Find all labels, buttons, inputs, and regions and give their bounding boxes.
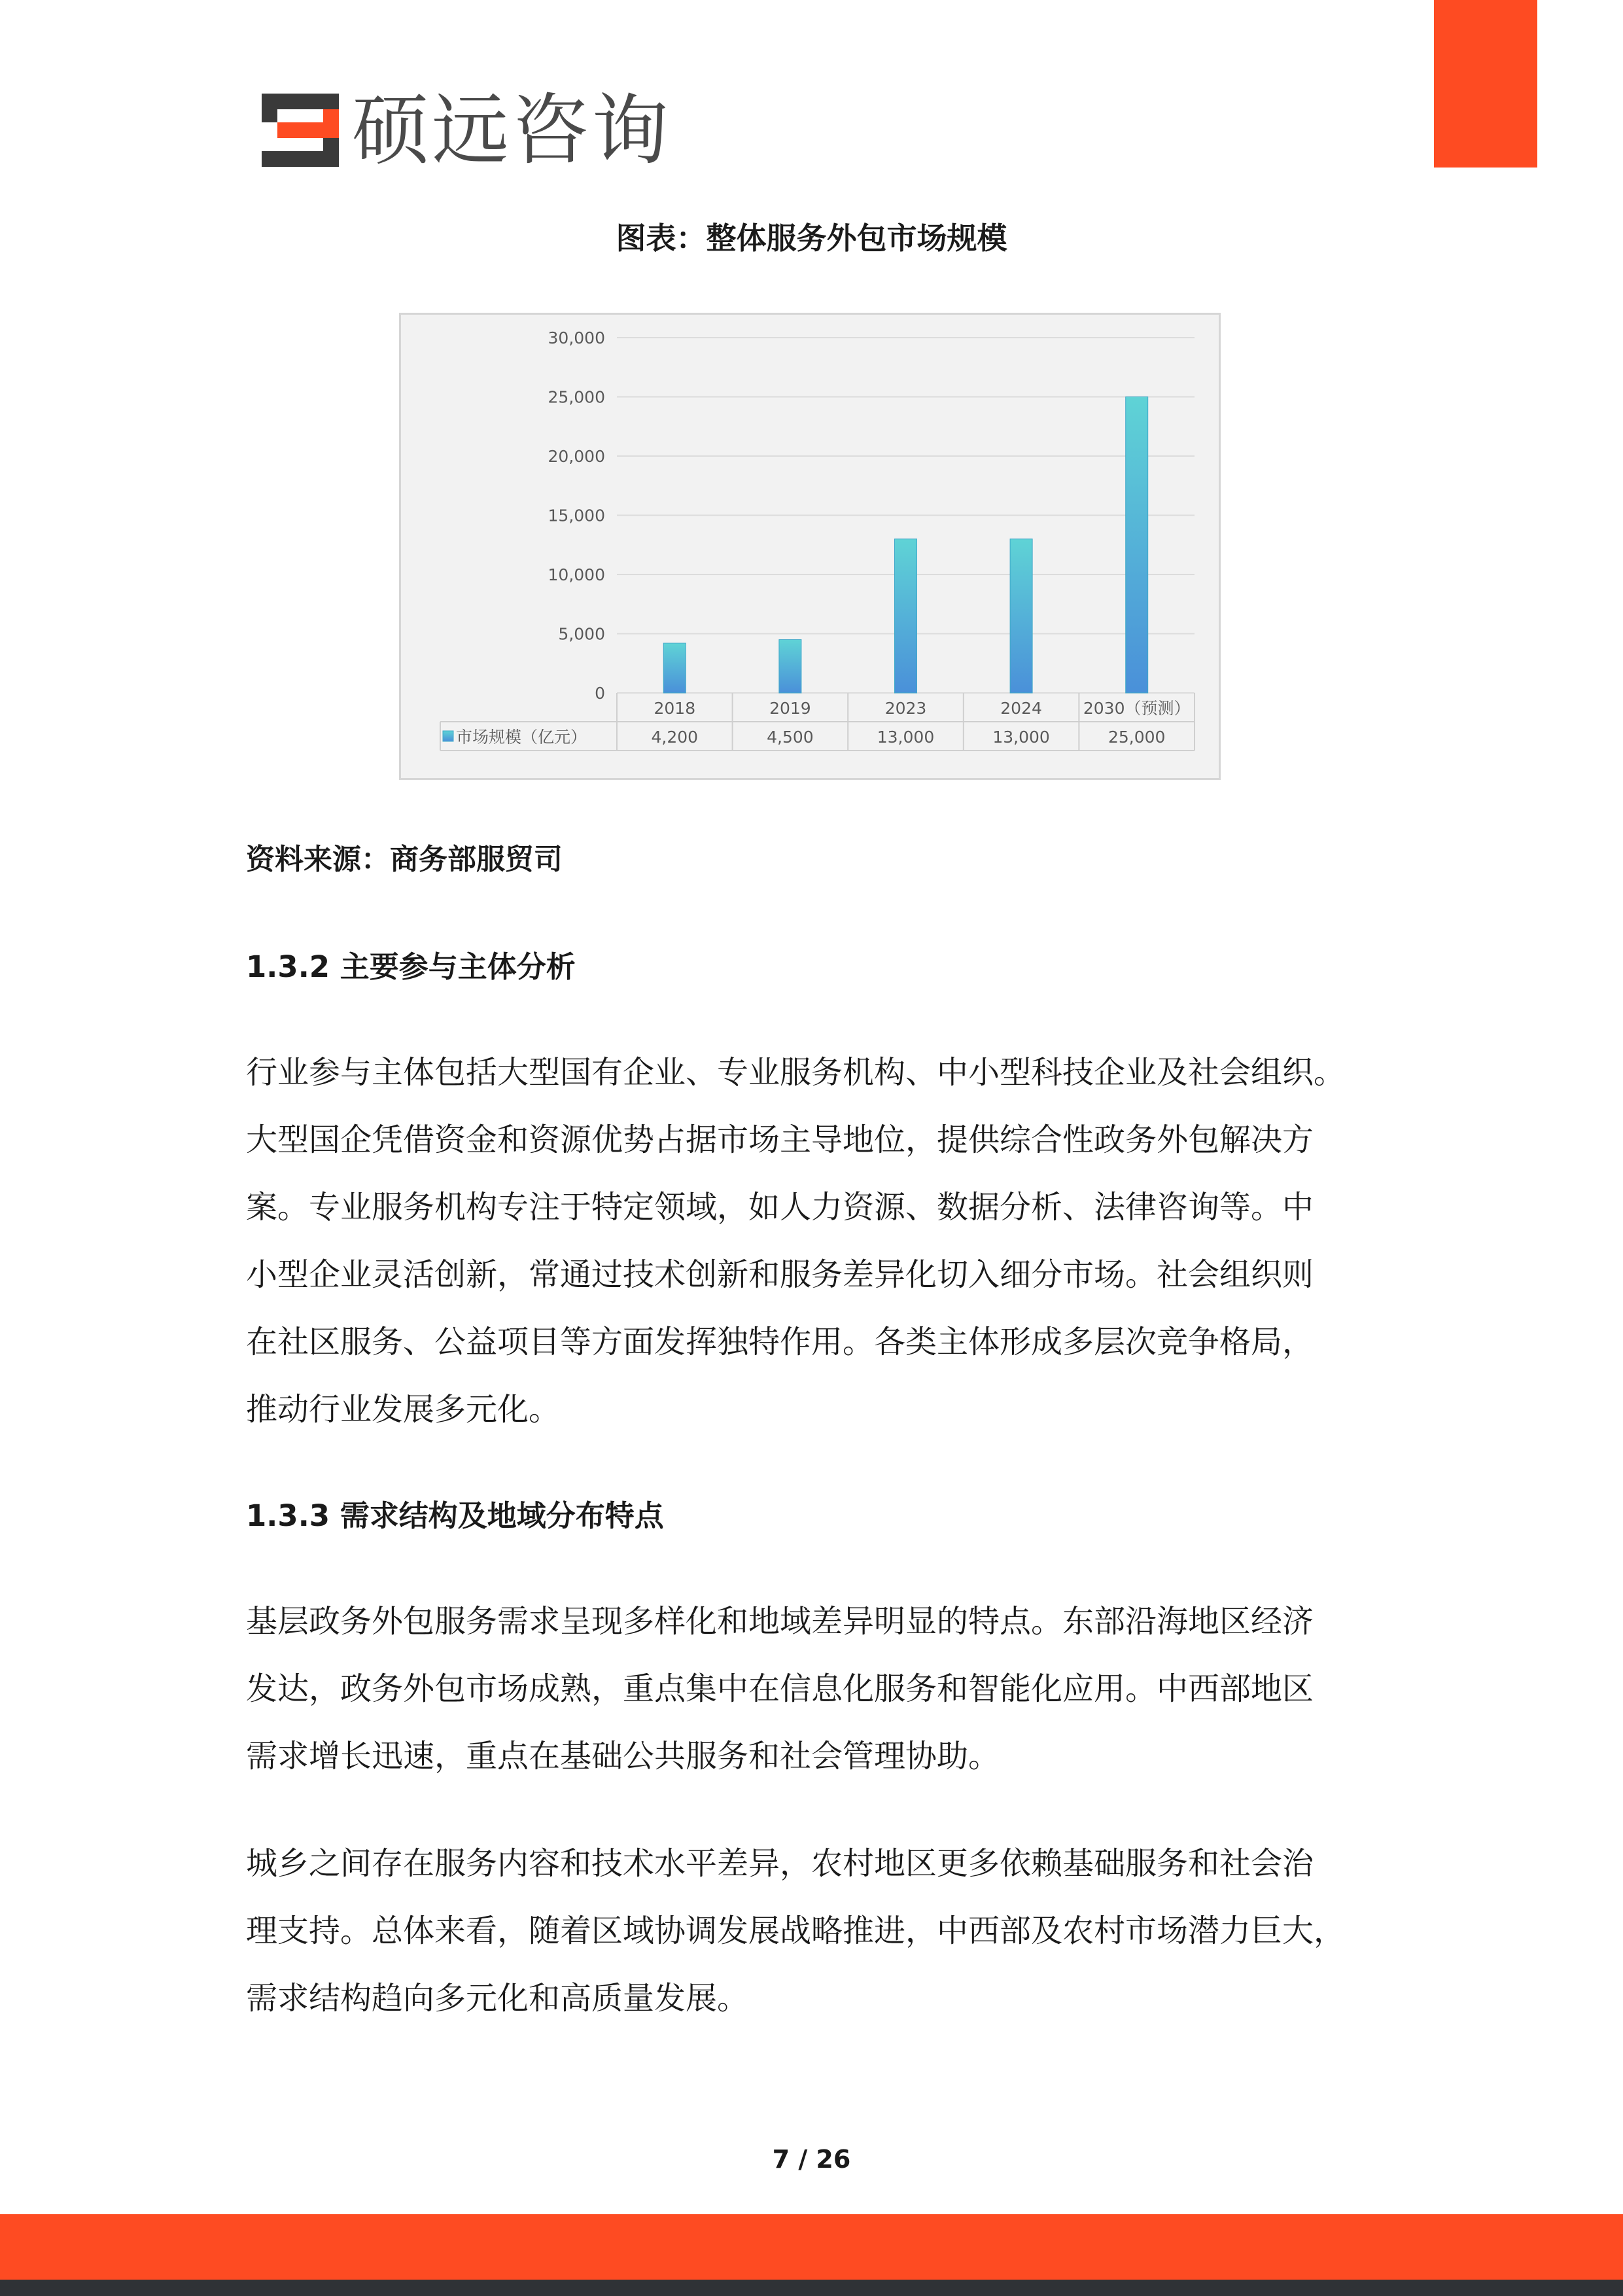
page-number: 7 / 26 [772, 2145, 851, 2174]
text-line: 大型国企凭借资金和资源优势占据市场主导地位，提供综合性政务外包解决方 [246, 1122, 1314, 1158]
y-tick-label: 25,000 [548, 387, 605, 407]
paragraph [246, 1830, 1397, 2032]
legend-key [443, 731, 453, 741]
paragraph [246, 1588, 1397, 1790]
y-tick-label: 5,000 [558, 624, 605, 644]
text-line: 发达，政务外包市场成熟，重点集中在信息化服务和智能化应用。中西部地区 [246, 1670, 1314, 1707]
bar [779, 640, 801, 693]
section-heading: 1.3.3 需求结构及地域分布特点 [246, 1498, 664, 1533]
source-note: 资料来源：商务部服贸司 [246, 843, 563, 876]
text-line: 需求增长迅速，重点在基础公共服务和社会管理协助。 [246, 1738, 1000, 1775]
footer-accent-bar [0, 2214, 1623, 2280]
bar [1126, 397, 1148, 694]
x-category-label: 2018 [654, 699, 696, 718]
bar [1010, 539, 1032, 693]
text-line: 行业参与主体包括大型国有企业、专业服务机构、中小型科技企业及社会组织。 [246, 1054, 1346, 1091]
text-line: 城乡之间存在服务内容和技术水平差异，农村地区更多依赖基础服务和社会治 [246, 1845, 1314, 1882]
corner-accent-tab [1434, 0, 1537, 168]
bar-chart [399, 313, 1221, 780]
text-line: 案。专业服务机构专注于特定领域，如人力资源、数据分析、法律咨询等。中 [246, 1189, 1314, 1226]
text-line: 基层政务外包服务需求呈现多样化和地域差异明显的特点。东部沿海地区经济 [246, 1603, 1314, 1640]
y-tick-label: 10,000 [548, 565, 605, 584]
legend-series-label: 市场规模（亿元） [456, 728, 587, 747]
y-tick-label: 0 [595, 684, 605, 703]
data-table-value: 13,000 [992, 728, 1050, 747]
text-line: 推动行业发展多元化。 [246, 1391, 561, 1428]
brand-logo [262, 85, 672, 175]
text-line: 需求结构趋向多元化和高质量发展。 [246, 1980, 749, 2017]
data-table-value: 25,000 [1108, 728, 1166, 747]
bar [663, 643, 686, 693]
section-body [246, 1830, 1397, 2032]
chart-canvas [401, 315, 1219, 778]
figure-title: 图表：整体服务外包市场规模 [616, 221, 1007, 256]
text-line: 理支持。总体来看，随着区域协调发展战略推进，中西部及农村市场潜力巨大， [246, 1913, 1346, 1949]
section-body [246, 1588, 1397, 1790]
y-tick-label: 30,000 [548, 328, 605, 347]
text-line: 小型企业灵活创新，常通过技术创新和服务差异化切入细分市场。社会组织则 [246, 1256, 1314, 1293]
x-category-label: 2019 [769, 699, 811, 718]
x-category-label: 2024 [1000, 699, 1042, 718]
data-table-value: 4,500 [767, 728, 814, 747]
brand-name: 硕远咨询 [352, 85, 672, 175]
x-category-label: 2030（预测） [1083, 699, 1191, 718]
x-category-label: 2023 [884, 699, 927, 718]
y-tick-label: 15,000 [548, 506, 605, 525]
text-line: 在社区服务、公益项目等方面发挥独特作用。各类主体形成多层次竞争格局， [246, 1324, 1314, 1360]
data-table-value: 13,000 [877, 728, 935, 747]
bar [895, 539, 917, 693]
y-tick-label: 20,000 [548, 447, 605, 466]
brand-s-mark-icon [262, 94, 339, 167]
section-heading: 1.3.2 主要参与主体分析 [246, 949, 576, 984]
paragraph [246, 1039, 1397, 1443]
data-table-value: 4,200 [651, 728, 699, 747]
footer-dark-strip [0, 2280, 1623, 2296]
section-body [246, 1039, 1397, 1443]
